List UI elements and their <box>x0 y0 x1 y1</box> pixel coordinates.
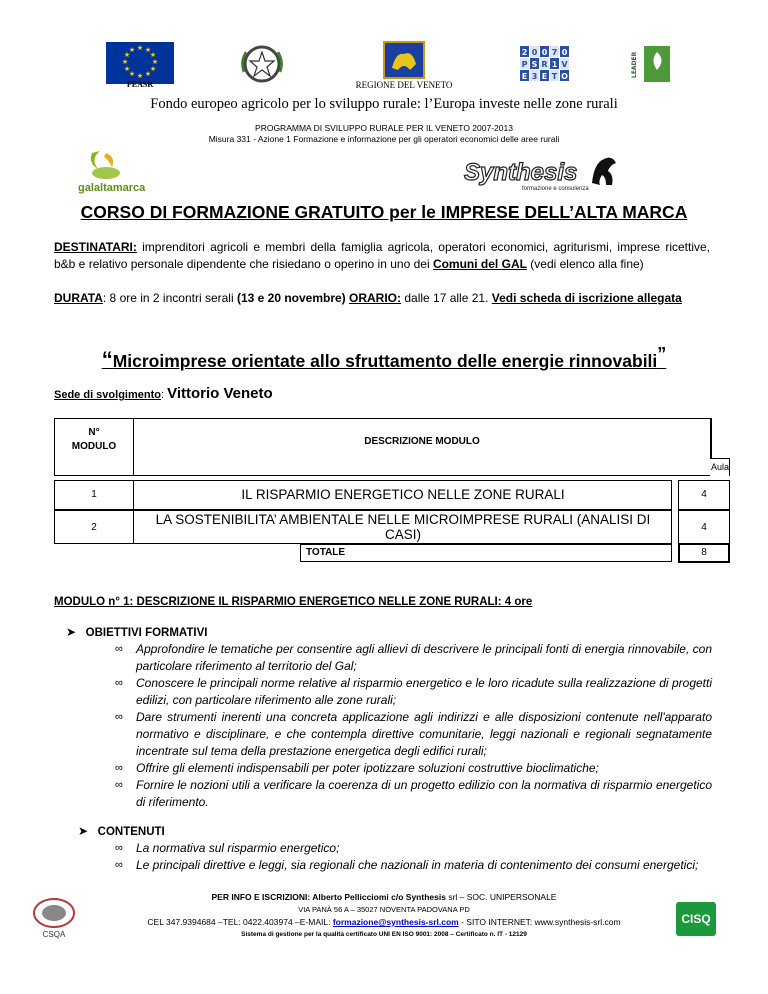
psr-tile-label: E <box>521 72 528 81</box>
infinity-bullet-icon: ∞ <box>115 643 123 655</box>
orario-label: ORARIO: <box>349 291 402 305</box>
durata-paragraph <box>54 290 710 307</box>
table-header-frame <box>54 418 712 476</box>
synthesis-text: Synthesis <box>464 159 578 186</box>
row1-desc: IL RISPARMIO ENERGETICO NELLE ZONE RURALI <box>241 487 565 502</box>
psr-tile-label: 7 <box>551 48 558 57</box>
col-descrizione: DESCRIZIONE MODULO <box>364 436 480 447</box>
psr-veneto-logo <box>518 42 572 86</box>
svg-text:★: ★ <box>151 58 159 66</box>
svg-text:★: ★ <box>128 46 136 54</box>
cisq-logo <box>676 902 716 936</box>
total-value: 8 <box>701 547 707 558</box>
subtitle-text: Microimprese orientate allo sfruttamento delle energie rinnovabili <box>112 350 658 371</box>
infinity-bullet-icon: ∞ <box>115 859 123 871</box>
fondo-europeo-banner: Fondo europeo agricolo per lo sviluppo rurale: l’Europa investe nelle zone rurali <box>150 96 618 112</box>
contenuti-heading: ➤ CONTENUTI <box>78 824 165 838</box>
gal-alta-marca-logo <box>78 147 178 197</box>
col-aula: Aula <box>710 462 729 472</box>
regione-veneto-logo <box>382 40 426 84</box>
psr-tile-label: V <box>561 60 568 69</box>
svg-text:★: ★ <box>144 46 152 54</box>
arrow-bullet-icon: ➤ <box>66 625 77 639</box>
psr-tile-label: P <box>521 60 528 69</box>
course-subtitle <box>0 344 768 373</box>
psr-tile-label: S <box>531 60 538 69</box>
eu-flag-logo <box>106 42 174 84</box>
programma-line: PROGRAMMA DI SVILUPPO RURALE PER IL VENETO 2007-2013 <box>255 123 513 133</box>
infinity-bullet-icon: ∞ <box>115 762 123 774</box>
svg-text:★: ★ <box>149 65 157 73</box>
cisq-text: CISQ <box>681 912 711 926</box>
orario-text: dalle 17 alle 21. <box>401 291 492 305</box>
infinity-bullet-icon: ∞ <box>115 842 123 854</box>
psr-tile-label: E <box>541 72 548 81</box>
psr-tile-label: 1 <box>551 60 558 69</box>
italian-republic-emblem <box>236 42 288 86</box>
destinatari-paragraph <box>54 239 710 273</box>
psr-tile-label: 2 <box>521 48 528 57</box>
sede-colon: : <box>160 389 168 401</box>
psr-tile-label: 0 <box>561 48 568 57</box>
durata-label: DURATA <box>54 291 103 305</box>
infinity-bullet-icon: ∞ <box>115 779 123 791</box>
row2-desc: LA SOSTENIBILITA’ AMBIENTALE NELLE MICROIMPRESE RURALI (ANALISI DI CASI) <box>155 512 651 542</box>
obiettivi-heading: ➤ OBIETTIVI FORMATIVI <box>66 625 208 639</box>
svg-text:★: ★ <box>144 70 152 78</box>
leader-text: LEADER <box>631 51 638 78</box>
psr-tile-label: 0 <box>541 48 548 57</box>
synthesis-sub: formazione e consulenza <box>522 186 589 192</box>
modulo-1-heading: MODULO n° 1: DESCRIZIONE IL RISPARMIO ENERGETICO NELLE ZONE RURALI: 4 ore <box>54 596 533 608</box>
durata-dates: (13 e 20 novembre) <box>236 291 346 305</box>
svg-text:★: ★ <box>123 51 131 59</box>
svg-text:★: ★ <box>149 51 157 59</box>
list-item: Approfondire le tematiche per consentire agli allievi di descrivere le principali fonti di energia rinnovabile, con particolare riferimento al territorio del Gal; <box>136 642 712 673</box>
course-title: CORSO DI FORMAZIONE GRATUITO per le IMPRESE DELL’ALTA MARCA <box>80 202 688 222</box>
col-n-modulo: N° MODULO <box>71 427 117 452</box>
sede-label: Sede di svolgimento <box>54 389 161 401</box>
psr-tile-label: R <box>541 60 548 69</box>
list-item: Dare strumenti inerenti una concreta applicazione agli indirizzi e alle disposizioni contenute nell'apparato normativo e disciplinare, e che contempla direttive comunitarie, leggi nazionali e regionali segnatamente incentrate sul tema della prestazione energetica degli edifici rurali; <box>136 710 712 758</box>
psr-tile-label: T <box>551 72 558 81</box>
total-label-cell <box>300 544 672 562</box>
row1-aula: 4 <box>701 489 707 500</box>
list-item: Offrire gli elementi indispensabili per poter ipotizzare soluzioni costruttive bioclimatiche; <box>136 761 599 775</box>
quote-close: ” <box>657 344 667 364</box>
destinatari-text: imprenditori agricoli e membri della famiglia agricola, operatori economici, agriturismi, imprese ricettive, b&b e relativo personale dipendente che risiedano o operino in uno dei <box>54 240 710 271</box>
svg-text:★: ★ <box>136 44 144 52</box>
footer-phone-email: CEL 347.9394684 –TEL: 0422.403974 –E-MAIL: formazione@synthesis-srl.com - SITO INTERNET: www.synthesis-srl.com <box>147 917 621 927</box>
row2-aula: 4 <box>701 522 707 533</box>
svg-text:★: ★ <box>121 58 129 66</box>
feasr-label: FEASR <box>126 80 154 89</box>
region-label: REGIONE DEL VENETO <box>355 80 453 90</box>
infinity-bullet-icon: ∞ <box>115 677 123 689</box>
quote-open: “ <box>101 346 113 372</box>
total-label: TOTALE <box>306 547 346 558</box>
gal-text: galaltamarca <box>78 182 146 194</box>
footer-certification: Sistema di gestione per la qualità certificato UNI EN ISO 9001: 2008 – Certificato n. IT - 12129 <box>241 931 527 938</box>
comuni-gal-link: Comuni del GAL <box>432 257 527 271</box>
list-item: Fornire le nozioni utili a verificare la coerenza di un progetto edilizio con la normativa di risparmio energetico di riferimento. <box>136 778 712 809</box>
destinatari-text-2: (vedi elenco alla fine) <box>526 257 644 271</box>
footer-address: VIA PANÀ 56 A – 35027 NOVENTA PADOVANA PD <box>298 905 470 914</box>
svg-text:★: ★ <box>128 70 136 78</box>
row1-n: 1 <box>91 489 97 500</box>
psr-tile-label: O <box>561 72 568 81</box>
email-link[interactable]: formazione@synthesis-srl.com <box>332 917 459 927</box>
leader-logo <box>630 42 672 86</box>
sede-line <box>54 385 273 402</box>
sede-city: Vittorio Veneto <box>167 385 273 402</box>
list-item: La normativa sul risparmio energetico; <box>136 841 340 855</box>
svg-text:★: ★ <box>136 72 144 80</box>
svg-text:★: ★ <box>123 65 131 73</box>
destinatari-label: DESTINATARI: <box>54 240 137 254</box>
csqa-text: CSQA <box>42 930 66 939</box>
row2-n: 2 <box>91 522 97 533</box>
psr-tile-label: 0 <box>531 48 538 57</box>
list-item: Conoscere le principali norme relative al risparmio energetico e le loro ricadute sulla realizzazione di progetti edilizi, con particolare riferimento alle zone rurali; <box>136 676 712 707</box>
footer-contact: PER INFO E ISCRIZIONI: Alberto Pellicciomi c/o Synthesis srl – SOC. UNIPERSONALE <box>211 892 557 902</box>
synthesis-logo <box>462 153 622 193</box>
infinity-bullet-icon: ∞ <box>115 711 123 723</box>
list-item: Le principali direttive e leggi, sia regionali che nazionali in materia di contenimento dei consumi energetici; <box>136 858 699 872</box>
misura-line: Misura 331 - Azione 1 Formazione e informazione per gli operatori economici delle aree rurali <box>208 134 560 144</box>
psr-tile-label: 3 <box>531 72 538 81</box>
durata-text: : 8 ore in 2 incontri serali <box>102 291 237 305</box>
table-divider <box>710 418 712 458</box>
arrow-bullet-icon: ➤ <box>78 824 89 838</box>
scheda-iscrizione-note: Vedi scheda di iscrizione allegata <box>491 291 682 305</box>
